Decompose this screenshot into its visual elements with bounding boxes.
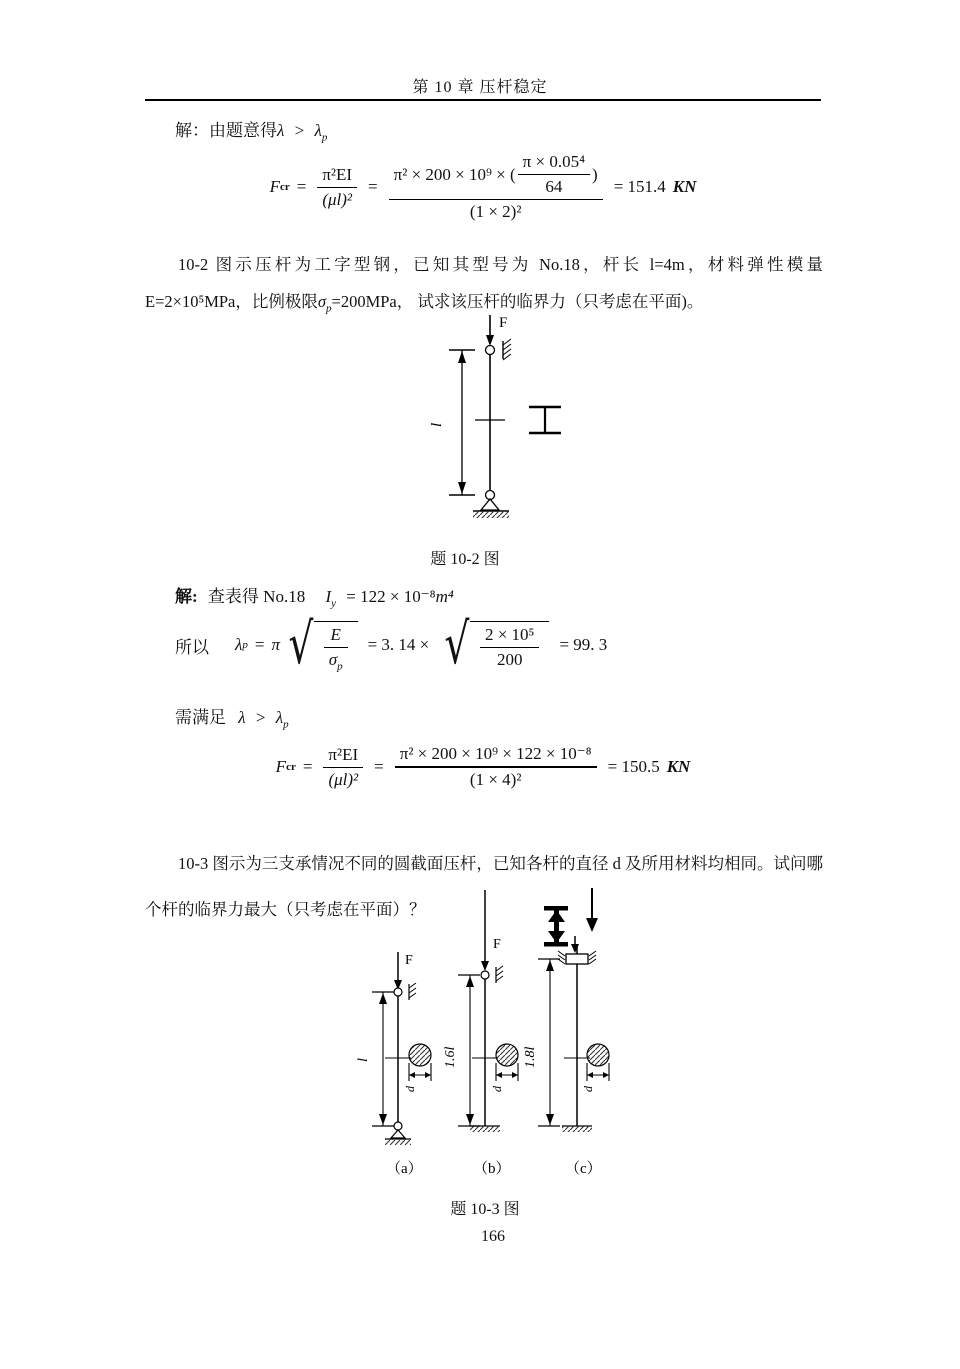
- figure-10-3-caption: 题 10-3 图: [450, 1201, 520, 1218]
- force-arrow: [486, 315, 507, 346]
- equals: =: [374, 757, 384, 776]
- sub-p: p: [321, 131, 328, 144]
- suoyi-text: 所以: [175, 637, 209, 657]
- sigma: σ: [317, 292, 327, 311]
- sub-cr: cr: [279, 181, 290, 193]
- figure-10-2-caption: 题 10-2 图: [430, 551, 500, 568]
- column-b: [443, 890, 518, 1177]
- jie-bold: 解:: [175, 587, 198, 606]
- formula-fcr-1: [145, 152, 821, 222]
- sqrt-E-sigma: √ $\frac{E}{\sigma_p}$: [283, 617, 358, 673]
- formula-fcr-2: [145, 744, 821, 790]
- lambda: λ: [238, 708, 246, 727]
- lambda-p: λ: [235, 635, 243, 654]
- problem-10-3-text: 10-3 图示为三支承情况不同的圆截面压杆，已知各杆的直径 d 及所用材料均相同。试问哪个杆的临界力最大（只考虑在平面）？: [145, 854, 823, 919]
- sqrt-numeric: √ $\frac{\text{2 × 10⁵}}{200}$: [439, 617, 549, 673]
- I-symbol: I: [325, 587, 332, 606]
- condition-line: 需满足 $\lambda > \lambda_p$: [175, 708, 289, 731]
- lambda: λ: [277, 121, 285, 140]
- need-text: 需满足: [175, 708, 226, 727]
- sub-p: p: [326, 302, 332, 315]
- solution-10-2-line1: [175, 582, 454, 609]
- figure-10-3-diagram: [330, 880, 670, 1180]
- solution-10-1-intro: [175, 116, 327, 143]
- figure-10-2-diagram: [405, 305, 595, 525]
- intro-text: 解：由题意得: [175, 121, 277, 140]
- fraction-pi2EI: $\frac{\text{π²EI}}{\text{(μl)²}}$: [323, 745, 363, 790]
- caption-c: （c）: [565, 1161, 602, 1177]
- force-label: F: [499, 315, 508, 331]
- ibeam-section-icon: [529, 407, 561, 433]
- diameter-label-b: d: [490, 1086, 504, 1092]
- page-number: 166: [481, 1228, 505, 1245]
- equals: =: [368, 177, 378, 196]
- mid-value: = 3. 14 ×: [367, 635, 430, 654]
- column-c: [523, 888, 609, 1177]
- lookup-text: 查表得 No.18: [207, 587, 306, 606]
- Iy-value: = 122 × 10⁻⁸: [346, 587, 436, 606]
- inner-fraction: $\frac{\text{π × 0.05⁴}}{64}$: [518, 152, 590, 197]
- fraction-numeric: $\frac{\text{π² × 200 × 10⁹ × 122 × 10⁻⁸}}{\text{(1 × 4)²}}$: [395, 744, 597, 790]
- column-a: [356, 952, 431, 1177]
- Iy-unit: m⁴: [435, 587, 454, 606]
- header-rule: [145, 99, 821, 101]
- lambda-result: = 99. 3: [559, 635, 608, 654]
- force-label-a: F: [405, 953, 413, 968]
- length-label: l: [429, 422, 445, 427]
- cross-section-b: [490, 1044, 518, 1092]
- dimension-line: [429, 350, 475, 495]
- result-value: = 150.5: [607, 757, 660, 776]
- lambda-p: λ: [275, 708, 284, 727]
- lambda-p-formula: 所以 λ p = π √ $\frac{E}{\sigma_p}$ = 3. 14 × √ $\frac{\text{2 × 10⁵}}{200}$ = 99. 3: [175, 612, 608, 677]
- F-symbol: F: [275, 757, 287, 776]
- greater-than: >: [294, 121, 305, 140]
- caption-a: （a）: [386, 1161, 423, 1177]
- pin-support-icon: [473, 491, 509, 519]
- force-label-b: F: [493, 937, 501, 952]
- diameter-label-a: d: [403, 1086, 417, 1092]
- equals: =: [302, 757, 313, 776]
- greater-than: >: [255, 708, 266, 727]
- pi: π: [271, 635, 280, 654]
- sliding-direction-icon: [544, 906, 568, 947]
- cross-section-c: [581, 1044, 609, 1092]
- result-unit: KN: [666, 757, 691, 776]
- chapter-header: 第 10 章 压杆稳定: [412, 79, 548, 96]
- lambda-p: λ: [314, 121, 322, 140]
- diameter-label-c: d: [581, 1086, 595, 1092]
- problem-10-2-text: 10-2 图示压杆为工字型钢，已知其型号为 No.18，杆长 l=4m，材料弹性模量 E=2×10⁵MPa，比例极限$\sigma_p=200MPa$， 试求该压杆的临界力（只考虑在平面)。: [145, 255, 823, 315]
- equals: =: [296, 177, 307, 196]
- equals: =: [254, 635, 265, 654]
- length-label-a: l: [356, 1058, 371, 1062]
- fraction-pi2EI: $\frac{\text{π²EI}}{\text{(μl)²}}$: [317, 165, 357, 210]
- length-label-c: 1.8l: [523, 1046, 538, 1068]
- sub-y: y: [331, 597, 337, 610]
- caption-b: （b）: [473, 1161, 511, 1177]
- F-symbol: F: [269, 177, 280, 196]
- result-value: = 151.4: [613, 177, 666, 196]
- result-unit: KN: [672, 177, 697, 196]
- fraction-numeric: π² × 200 × 10⁹ × ( $\frac{\text{π × 0.05⁴}}{64}$ ) (1 × 2)²: [389, 152, 603, 222]
- length-label-b: 1.6l: [443, 1046, 458, 1068]
- sub-cr: cr: [286, 761, 296, 773]
- cross-section-a: [403, 1044, 431, 1092]
